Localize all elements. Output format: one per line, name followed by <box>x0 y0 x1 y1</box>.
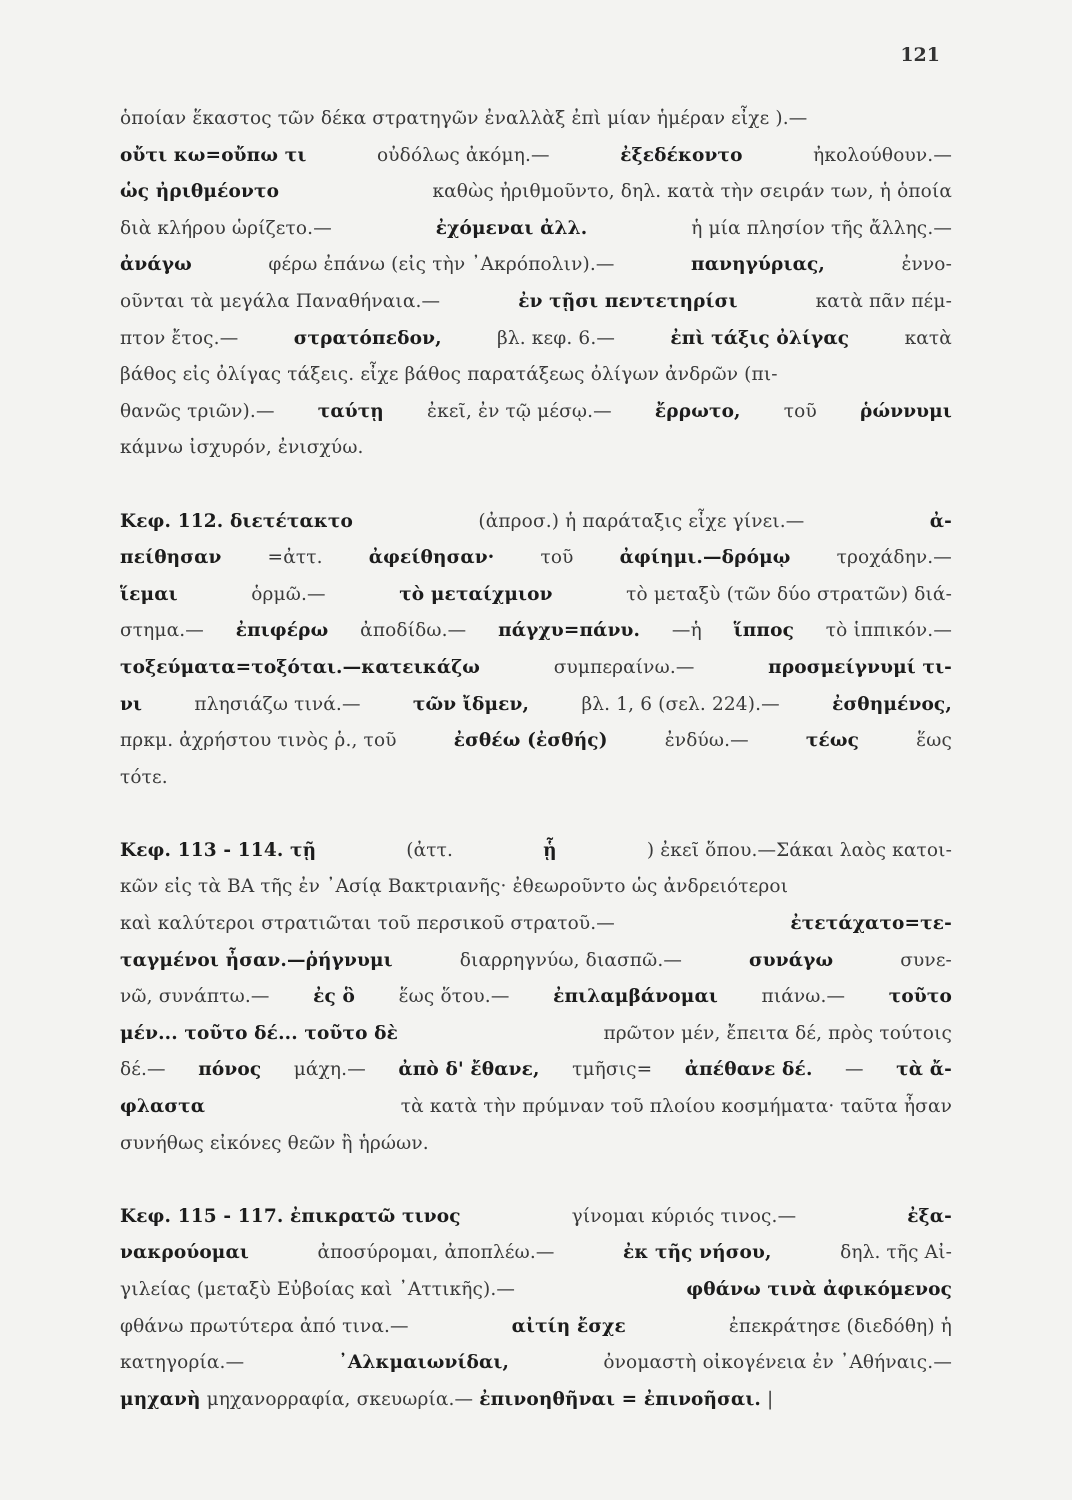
bold-term: ἐσθέω (ἐσθής) <box>453 730 608 752</box>
text-segment: μάχη.— <box>293 1059 366 1081</box>
text-segment: συνε- <box>900 949 952 971</box>
text-segment: =ἀττ. <box>267 547 323 569</box>
bold-term: ἐν τῇσι πεντετηρίσι <box>518 290 738 312</box>
text-segment: δέ.— <box>120 1059 166 1081</box>
bold-term: ᾗ <box>543 839 557 861</box>
text-segment: διὰ κλήρου ὡρίζετο.— <box>120 217 332 239</box>
text-segment: γίνομαι κύριός τινος.— <box>571 1205 797 1227</box>
bold-term: ᾿Αλκμαιωνίδαι, <box>338 1352 510 1374</box>
text-line <box>120 1389 952 1426</box>
text-segment: ἠκολούθουν.— <box>813 144 952 166</box>
text-segment: κατὰ <box>904 327 952 349</box>
bold-term: ἔρρωτο, <box>654 400 741 422</box>
text-segment: στημα.— <box>120 620 204 642</box>
text-segment: οὐδόλως ἀκόμη.— <box>376 144 550 166</box>
text-line <box>120 1206 952 1243</box>
text-line <box>120 767 952 804</box>
bold-term: ἐξα- <box>907 1205 952 1227</box>
bold-term: Κεφ. 113 - 114. τῇ <box>120 839 317 861</box>
text-segment: ὀνομαστὴ οἰκογένεια ἐν ᾿Αθήναις.— <box>603 1352 952 1374</box>
text-segment: διαρρηγνύω, διασπῶ.— <box>459 949 683 971</box>
text-segment: | <box>767 1388 774 1410</box>
bold-term: τὰ ἄ- <box>896 1059 952 1081</box>
text-segment: ἡ μία πλησίον τῆς ἄλλης.— <box>691 217 952 239</box>
text-line <box>120 584 952 621</box>
text-segment: ἐννο- <box>901 254 952 276</box>
text-segment: τὰ κατὰ τὴν πρύμναν τοῦ πλοίου κοσμήματα· ταῦτα ἦσαν <box>400 1096 952 1118</box>
text-segment: ἐπεκράτησε (διεδόθη) ἡ <box>728 1315 952 1337</box>
bold-term: μέν... τοῦτο δέ... τοῦτο δὲ <box>120 1022 399 1044</box>
text-line <box>120 730 952 767</box>
text-line <box>120 620 952 657</box>
paragraph-gap <box>120 803 952 840</box>
bold-term: συνάγω <box>749 949 834 971</box>
text-segment: συνήθως εἰκόνες θεῶν ἢ ἡρώων. <box>120 1132 429 1154</box>
text-segment: ἀποσύρομαι, ἀποπλέω.— <box>317 1242 555 1264</box>
text-segment: καὶ καλύτεροι στρατιῶται τοῦ περσικοῦ στρατοῦ.— <box>120 913 615 935</box>
text-line <box>120 1096 952 1133</box>
bold-term: πόνος <box>198 1059 262 1081</box>
text-line <box>120 1023 952 1060</box>
bold-term: ἀφείθησαν· <box>368 547 495 569</box>
bold-term: ἐπὶ τάξις ὀλίγας <box>670 327 850 349</box>
text-line <box>120 108 952 145</box>
text-segment: —ἡ <box>671 620 702 642</box>
text-segment: (ἀπροσ.) ἡ παράταξις εἶχε γίνει.— <box>478 510 805 532</box>
bold-term: ταγμένοι ἦσαν.—ῥήγνυμι <box>120 949 393 971</box>
text-line <box>120 511 952 548</box>
text-segment: κατὰ πᾶν πέμ- <box>815 290 952 312</box>
text-segment: δηλ. τῆς Αἰ- <box>840 1242 952 1264</box>
text-segment: τροχάδην.— <box>836 547 952 569</box>
text-segment: — <box>845 1059 864 1081</box>
text-line <box>120 145 952 182</box>
bold-term: Κεφ. 115 - 117. ἐπικρατῶ τινος <box>120 1205 461 1227</box>
text-line <box>120 876 952 913</box>
bold-term: ἀνάγω <box>120 254 192 276</box>
text-line <box>120 1316 952 1353</box>
text-segment: καθὼς ἠριθμοῦντο, δηλ. κατὰ τὴν σειράν των, ἡ ὁποία <box>432 181 952 203</box>
text-line <box>120 840 952 877</box>
text-segment: τὸ μεταξὺ (τῶν δύο στρατῶν) διά- <box>626 583 952 605</box>
text-line <box>120 364 952 401</box>
bold-term: Κεφ. 112. διετέτακτο <box>120 510 354 532</box>
bold-term: ἵεμαι <box>120 583 178 605</box>
text-segment: τότε. <box>120 766 168 788</box>
bold-term: φθάνω τινὰ ἀφικόμενος <box>686 1279 952 1300</box>
text-segment: βλ. 1, 6 (σελ. 224).— <box>581 693 780 715</box>
bold-term: ὡς ἠριθμέοντο <box>120 181 280 203</box>
bold-term: ἐξεδέκοντο <box>620 144 743 166</box>
text-line <box>120 401 952 438</box>
bold-term: ἐπιφέρω <box>235 620 329 642</box>
text-segment: τμῆσις= <box>572 1059 653 1081</box>
bold-term: ἐκ τῆς νήσου, <box>622 1242 772 1264</box>
text-line <box>120 291 952 328</box>
text-segment: τὸ ἱππικόν.— <box>825 620 952 642</box>
text-line <box>120 547 952 584</box>
text-segment: ἕως ὅτου.— <box>398 986 510 1008</box>
text-segment: (ἀττ. <box>406 839 454 861</box>
text-line <box>120 328 952 365</box>
bold-term: προσμείγνυμί τι- <box>768 656 952 678</box>
text-segment: βλ. κεφ. 6.— <box>497 327 616 349</box>
text-segment: ὁρμῶ.— <box>251 583 326 605</box>
bold-term: αἰτίη ἔσχε <box>511 1315 626 1337</box>
text-segment: πλησιάζω τινά.— <box>194 693 361 715</box>
text-line <box>120 1133 952 1170</box>
bold-term: πάγχυ=πάνυ. <box>498 620 641 642</box>
text-line <box>120 254 952 291</box>
text-segment: τοῦ <box>783 400 817 422</box>
text-line <box>120 986 952 1023</box>
bold-term: ἀπέθανε δέ. <box>684 1059 813 1081</box>
text-block <box>120 108 952 1425</box>
bold-term: οὔτι κω=οὔπω τι <box>120 144 307 166</box>
bold-term: πανηγύριας, <box>691 254 825 276</box>
text-segment: ἐνδύω.— <box>664 730 749 752</box>
bold-term: ῥώννυμι <box>859 400 952 422</box>
bold-term: ἐτετάχατο=τε- <box>790 913 952 935</box>
text-segment: τοῦ <box>540 547 574 569</box>
bold-term: τὸ μεταίχμιον <box>399 583 553 605</box>
bold-term: ἀ- <box>929 510 952 532</box>
text-line <box>120 913 952 950</box>
text-segment: πρκμ. ἀχρήστου τινὸς ῥ., τοῦ <box>120 730 397 752</box>
text-segment: ) ἐκεῖ ὅπου.—Σάκαι λαὸς κατοι- <box>646 839 952 861</box>
text-segment: ὁποίαν ἕκαστος τῶν δέκα στρατηγῶν ἐναλλὰξ ἐπὶ μίαν ἡμέραν εἶχε ).— <box>120 108 808 129</box>
text-segment: πτον ἔτος.— <box>120 327 239 349</box>
text-line <box>120 1279 952 1316</box>
bold-term: τοῦτο <box>888 986 952 1008</box>
text-segment: ἀποδίδω.— <box>360 620 467 642</box>
text-line <box>120 218 952 255</box>
bold-term: ταύτῃ <box>317 400 384 422</box>
text-line <box>120 950 952 987</box>
bold-term: ἀφίημι.—δρόμῳ <box>619 547 791 569</box>
text-segment: γιλείας (μεταξὺ Εὐβοίας καὶ ᾿Αττικῆς).— <box>120 1279 516 1300</box>
text-segment: φθάνω πρωτύτερα ἀπό τινα.— <box>120 1315 409 1337</box>
bold-term: ἐπιλαμβάνομαι <box>553 986 718 1008</box>
bold-term: ἀπὸ δ' ἔθανε, <box>398 1059 540 1081</box>
bold-term: τέως <box>805 730 860 752</box>
text-segment: φέρω ἐπάνω (εἰς τὴν ᾿Ακρόπολιν).— <box>268 254 615 276</box>
text-line <box>120 437 952 474</box>
text-segment: μηχανορραφία, σκευωρία.— <box>206 1388 474 1410</box>
text-segment: συμπεραίνω.— <box>553 656 695 678</box>
page-number: 121 <box>900 44 940 66</box>
text-segment: νῶ, συνάπτω.— <box>120 986 270 1008</box>
bold-term: ἐπινοηθῆναι = ἐπινοῆσαι. <box>479 1388 762 1410</box>
bold-term: μηχανὴ <box>120 1388 201 1410</box>
text-segment: κῶν εἰς τὰ ΒΑ τῆς ἐν ᾿Ασίᾳ Βακτριανῆς· ἐθεωροῦντο ὡς ἀνδρειότεροι <box>120 876 789 898</box>
text-segment: κάμνω ἰσχυρόν, ἐνισχύω. <box>120 437 364 459</box>
paragraph-gap <box>120 474 952 511</box>
text-line <box>120 1242 952 1279</box>
bold-term: στρατόπεδον, <box>293 327 442 349</box>
bold-term: φλαστα <box>120 1096 206 1118</box>
text-line <box>120 1352 952 1389</box>
text-segment: θανῶς τριῶν).— <box>120 400 275 422</box>
text-line <box>120 181 952 218</box>
bold-term: νακρούομαι <box>120 1242 249 1264</box>
text-segment: κατηγορία.— <box>120 1352 245 1374</box>
text-segment: οῦνται τὰ μεγάλα Παναθήναια.— <box>120 290 441 312</box>
text-line <box>120 1059 952 1096</box>
text-segment: ἐκεῖ, ἐν τῷ μέσῳ.— <box>427 400 612 422</box>
bold-term: ἐσθημένος, <box>832 693 952 715</box>
bold-term: ἵππος <box>733 620 794 642</box>
text-segment: βάθος εἰς ὀλίγας τάξεις. εἶχε βάθος παρατάξεως ὀλίγων ἀνδρῶν (πι- <box>120 364 778 386</box>
text-line <box>120 694 952 731</box>
bold-term: ἐς ὃ <box>313 986 356 1008</box>
text-line <box>120 657 952 694</box>
paragraph-gap <box>120 1169 952 1206</box>
bold-term: τοξεύματα=τοξόται.—κατεικάζω <box>120 656 481 678</box>
bold-term: ἐχόμεναι ἀλλ. <box>435 217 588 239</box>
bold-term: τῶν ἴδμεν, <box>412 693 530 715</box>
text-segment: πρῶτον μέν, ἔπειτα δέ, πρὸς τούτοις <box>603 1022 952 1044</box>
bold-term: νι <box>120 693 143 715</box>
bold-term: πείθησαν <box>120 547 222 569</box>
text-segment: ἕως <box>916 730 952 752</box>
text-segment: πιάνω.— <box>761 986 846 1008</box>
